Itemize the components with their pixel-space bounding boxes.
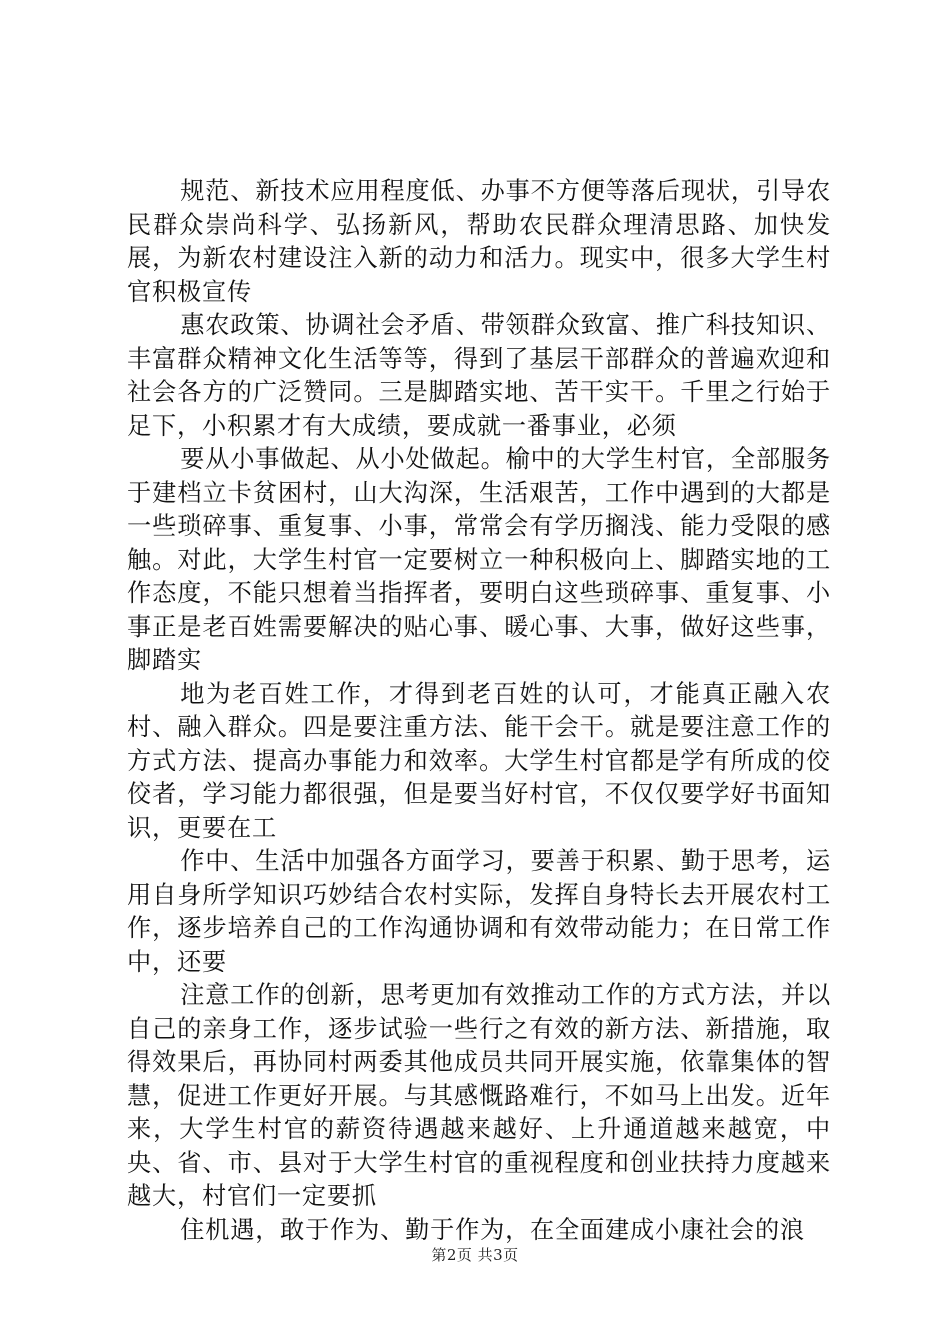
paragraph: 地为老百姓工作，才得到老百姓的认可，才能真正融入农村、融入群众。四是要注重方法、能干会干。就是要注意工作的方式方法、提高办事能力和效率。大学生村官都是学有所成的佼佼者，学习能力都很强，但是要当好村官，不仅仅要学好书面知识，更要在工 [127,679,831,842]
paragraph: 要从小事做起、从小处做起。榆中的大学生村官，全部服务于建档立卡贫困村，山大沟深，生活艰苦，工作中遇到的大都是一些琐碎事、重复事、小事，常常会有学历搁浅、能力受限的感触。对此，大学生村官一定要树立一种积极向上、脚踏实地的工作态度，不能只想着当指挥者，要明白这些琐碎事、重复事、小事正是老百姓需要解决的贴心事、暖心事、大事，做好这些事，脚踏实 [127,445,831,674]
paragraph: 住机遇，敢于作为、勤于作为，在全面建成小康社会的浪 [180,1215,805,1244]
document-body [127,175,831,1247]
paragraph: 规范、新技术应用程度低、办事不方便等落后现状，引导农民群众崇尚科学、弘扬新风，帮助农民群众理清思路、加快发展，为新农村建设注入新的动力和活力。现实中，很多大学生村官积极宣传 [127,177,831,306]
paragraph: 惠农政策、协调社会矛盾、带领群众致富、推广科技知识、丰富群众精神文化生活等等，得到了基层干部群众的普遍欢迎和社会各方的广泛赞同。三是脚踏实地、苦干实干。千里之行始于足下，小积累才有大成绩，要成就一番事业，必须 [127,311,831,440]
paragraph: 作中、生活中加强各方面学习，要善于积累、勤于思考，运用自身所学知识巧妙结合农村实际，发挥自身特长去开展农村工作，逐步培养自己的工作沟通协调和有效带动能力；在日常工作中，还要 [127,847,831,976]
page-number-footer: 第2页 共3页 [431,1246,519,1264]
paragraph: 注意工作的创新，思考更加有效推动工作的方式方法，并以自己的亲身工作，逐步试验一些行之有效的新方法、新措施，取得效果后，再协同村两委其他成员共同开展实施，依靠集体的智慧，促进工作更好开展。与其感慨路难行，不如马上出发。近年来，大学生村官的薪资待遇越来越好、上升通道越来越宽，中央、省、市、县对于大学生村官的重视程度和创业扶持力度越来越大，村官们一定要抓 [127,981,831,1210]
